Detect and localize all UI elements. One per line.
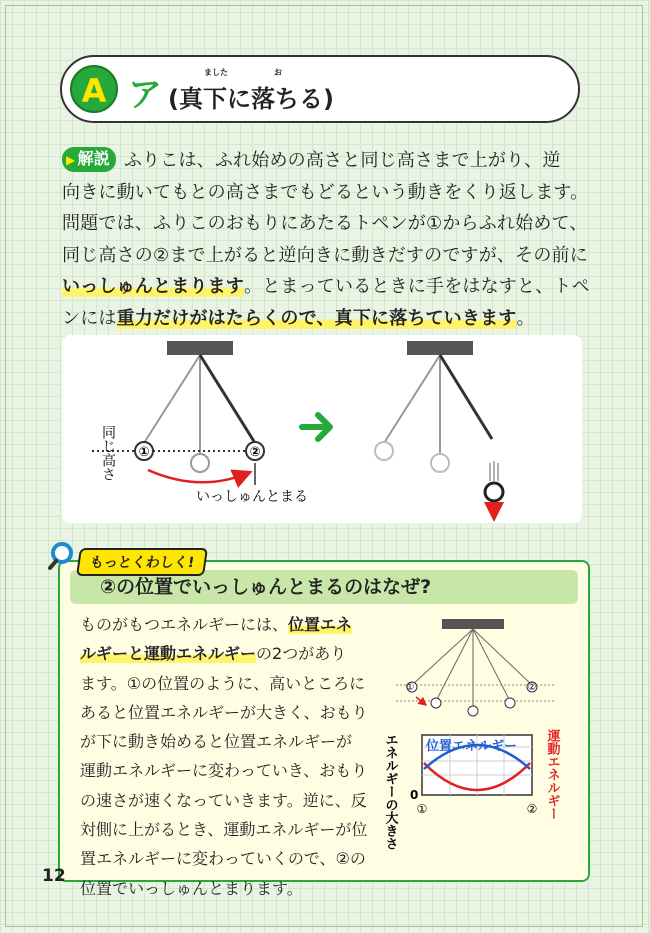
potential-energy-label: 位置エネルギー <box>426 739 518 754</box>
detail-line-4: あると位置エネルギーが大きく、おもり <box>80 702 368 722</box>
detail-tag-label: もっとくわしく! <box>76 548 208 576</box>
detail-title: ②の位置でいっしゅんとまるのはなぜ? <box>70 570 578 604</box>
pendulum-drawing <box>62 335 582 523</box>
detail-line-2 <box>80 639 385 668</box>
highlight-gravity: 重力だけがはたらくので、真下に落ちていきます <box>116 307 517 329</box>
explanation-text-6b: 。 <box>516 307 535 329</box>
detail-line-10: 位置でいっしゅんとまります。 <box>80 878 303 898</box>
explanation-line-1 <box>62 145 590 177</box>
detail-line-1 <box>80 610 385 639</box>
explanation-badge-label: 解説 <box>77 149 110 168</box>
detail-section <box>58 560 590 898</box>
kinetic-energy-label: 運動エネルギー <box>544 729 560 820</box>
explanation-text-5: 。とまっているときに手をはなすと、トペ <box>244 276 590 297</box>
label-point-2: ② <box>249 445 261 460</box>
detail-text-2b: の2つがあり <box>256 644 347 664</box>
pendulum-illustration <box>62 335 582 523</box>
explanation-line-4: 同じ高さの②まで上がると逆向きに動きだすのですが、その前に <box>62 244 588 266</box>
detail-text-2a: ルギーと <box>80 644 145 664</box>
explanation-text-6a: ンには <box>62 307 117 329</box>
detail-line-8: 対側に上がるとき、運動エネルギーが位 <box>80 820 368 840</box>
fig-pendulum-point-1: ① <box>405 682 415 693</box>
page-number: 12 <box>42 866 66 886</box>
answer-ruby-o: お <box>274 68 282 77</box>
right-arrow-icon <box>302 415 330 439</box>
label-stop: いっしゅんとまる <box>196 489 308 505</box>
answer-text: (真下に落ちる) <box>168 85 334 113</box>
explanation-line-5 <box>62 271 590 303</box>
energy-axis-label: エネルギーの大きさ <box>382 733 398 850</box>
answer-choice: ア <box>128 75 162 115</box>
detail-line-5: が下に動き始めると位置エネルギーが <box>80 732 353 752</box>
explanation-line-6 <box>62 303 590 335</box>
magnifier-icon <box>48 540 80 572</box>
answer-badge: A <box>70 65 118 113</box>
falling-bob <box>485 483 503 501</box>
energy-figure <box>366 617 580 877</box>
answer-header <box>60 55 580 123</box>
pendulum-support <box>167 341 233 355</box>
explanation-line-2: 向きに動いてもとの高さまでもどるという動きをくり返します。 <box>62 181 589 203</box>
detail-bold-kinetic: 運動エネルギー <box>144 644 257 664</box>
detail-bold-potential: 位置エネ <box>288 615 353 634</box>
explanation <box>62 145 590 334</box>
detail-line-9: 置エネルギーに変わっていくので、②の <box>80 849 366 869</box>
detail-line-7: の速さが速くなっていきます。逆に、反 <box>80 790 367 810</box>
explanation-line-3: 問題では、ふりこのおもりにあたるトペンが①からふれ始めて、 <box>62 213 588 234</box>
detail-line-6: 運動エネルギーに変わっていき、おもり <box>80 761 368 781</box>
label-point-1: ① <box>138 445 150 460</box>
detail-body <box>80 610 385 903</box>
answer-ruby-mashita: ました <box>204 68 228 77</box>
graph-zero: 0 <box>410 788 419 802</box>
fig-pendulum-point-2: ② <box>527 682 537 693</box>
graph-point-2: ② <box>526 802 538 816</box>
detail-line-3: ます。①の位置のように、高いところに <box>80 673 366 693</box>
play-triangle-icon: ▶ <box>66 153 76 167</box>
explanation-text-1: ふりこは、ふれ始めの高さと同じ高さまで上がり、逆 <box>123 150 561 171</box>
explanation-badge <box>62 147 116 172</box>
detail-text-1a: ものがもつエネルギーには、 <box>80 615 289 634</box>
label-same-height: 同じ高さ <box>100 425 116 481</box>
graph-point-1: ① <box>416 802 428 816</box>
highlight-stop: いっしゅんとまります <box>62 276 244 297</box>
